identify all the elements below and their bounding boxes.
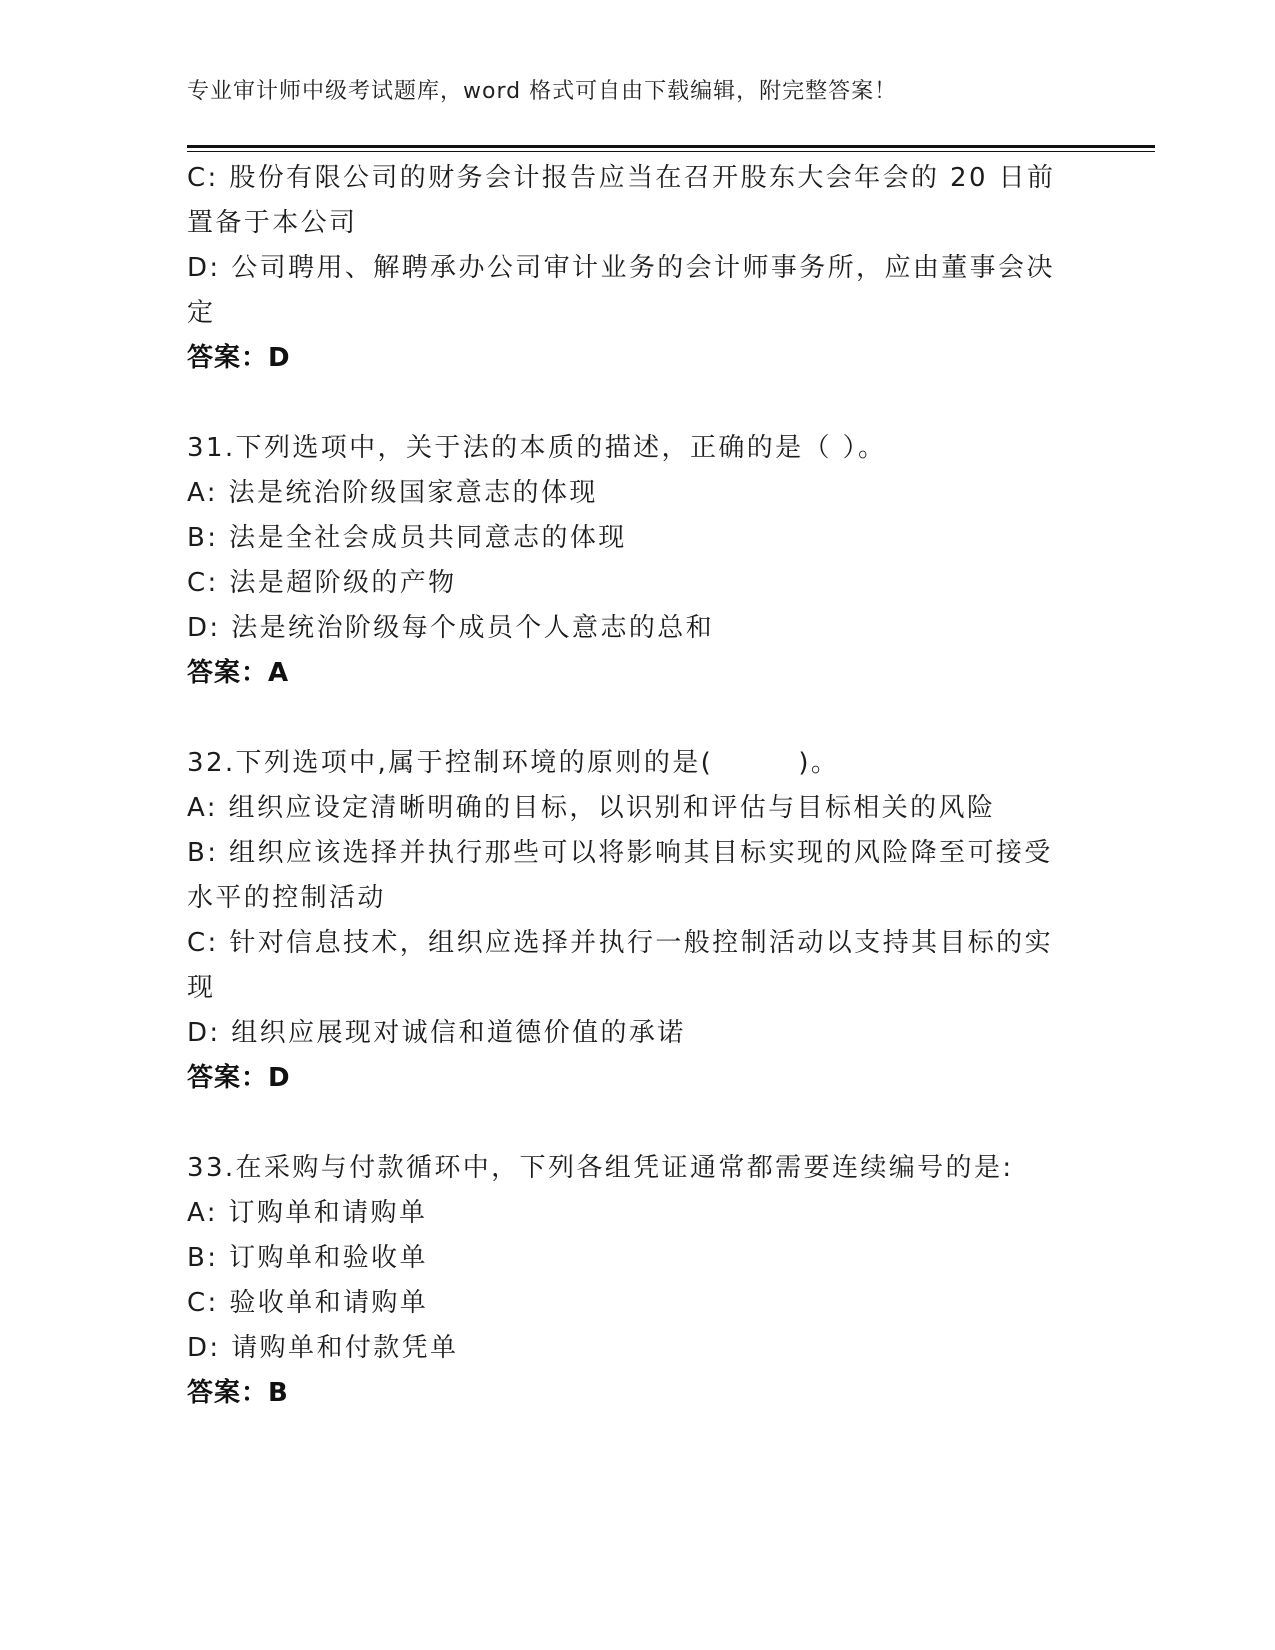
answer: 答案：D bbox=[187, 343, 291, 373]
header-rule-thick bbox=[187, 145, 1155, 148]
question-text: 33.在采购与付款循环中，下列各组凭证通常都需要连续编号的是: bbox=[187, 1153, 1014, 1183]
option-d: D: 法是统治阶级每个成员个人意志的总和 bbox=[187, 613, 715, 643]
question-33 bbox=[187, 1146, 1087, 1416]
option-b: B: 订购单和验收单 bbox=[187, 1243, 428, 1273]
answer: 答案：D bbox=[187, 1063, 291, 1093]
option-c-cont: 置备于本公司 bbox=[187, 208, 358, 238]
option-d-cont: 定 bbox=[187, 298, 216, 328]
question-32 bbox=[187, 741, 1087, 1101]
option-d: D: 请购单和付款凭单 bbox=[187, 1333, 459, 1363]
question-31 bbox=[187, 426, 1087, 696]
option-a: A: 订购单和请购单 bbox=[187, 1198, 428, 1228]
option-b-cont: 水平的控制活动 bbox=[187, 883, 386, 913]
question-text: 31.下列选项中，关于法的本质的描述，正确的是（ ）。 bbox=[187, 433, 887, 463]
option-d: D: 组织应展现对诚信和道德价值的承诺 bbox=[187, 1018, 686, 1048]
answer: 答案：A bbox=[187, 658, 290, 688]
option-a: A: 组织应设定清晰明确的目标，以识别和评估与目标相关的风险 bbox=[187, 793, 996, 823]
option-b: B: 组织应该选择并执行那些可以将影响其目标实现的风险降至可接受 bbox=[187, 838, 1053, 868]
option-d: D: 公司聘用、解聘承办公司审计业务的会计师事务所，应由董事会决 bbox=[187, 253, 1055, 283]
question-text: 32.下列选项中,属于控制环境的原则的是( )。 bbox=[187, 748, 840, 778]
option-c-cont: 现 bbox=[187, 973, 216, 1003]
answer: 答案：B bbox=[187, 1378, 289, 1408]
option-c: C: 针对信息技术，组织应选择并执行一般控制活动以支持其目标的实 bbox=[187, 928, 1053, 958]
option-a: A: 法是统治阶级国家意志的体现 bbox=[187, 478, 598, 508]
option-c: C: 验收单和请购单 bbox=[187, 1288, 429, 1318]
page-header: 专业审计师中级考试题库，word 格式可自由下载编辑，附完整答案！ bbox=[187, 79, 898, 104]
option-b: B: 法是全社会成员共同意志的体现 bbox=[187, 523, 627, 553]
question-list bbox=[187, 156, 1087, 1416]
option-c: C: 股份有限公司的财务会计报告应当在召开股东大会年会的 20 日前 bbox=[187, 163, 1056, 193]
question-30-tail bbox=[187, 156, 1087, 381]
option-c: C: 法是超阶级的产物 bbox=[187, 568, 457, 598]
header-rule-thin bbox=[187, 151, 1155, 152]
